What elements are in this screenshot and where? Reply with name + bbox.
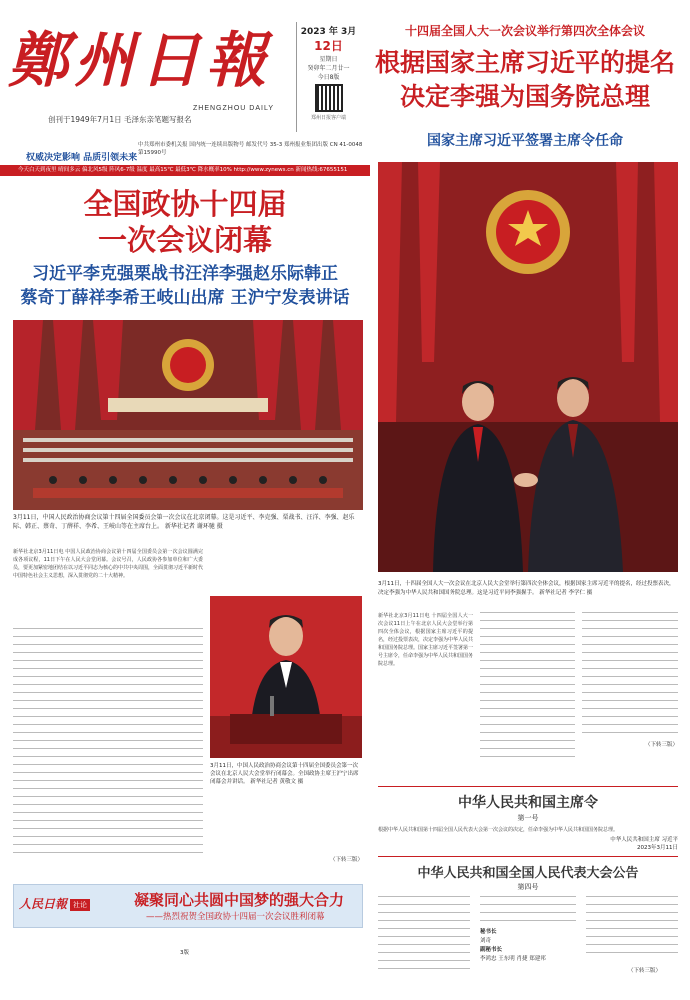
decree1-signature bbox=[573, 836, 678, 852]
handshake-photo[interactable] bbox=[378, 162, 678, 572]
date-year-month: 2023 年 3月 bbox=[300, 27, 357, 37]
cppcc-closing-photo[interactable] bbox=[13, 320, 363, 510]
continued-link[interactable]: （下转三版） bbox=[330, 857, 364, 863]
divider bbox=[378, 856, 678, 857]
decree1-signer: 中华人民共和国主席 习近平 bbox=[610, 837, 678, 843]
officials-deputy-label: 副秘书长 bbox=[480, 947, 503, 953]
date-day: 12日 bbox=[314, 39, 343, 53]
decree1-title[interactable]: 中华人民共和国主席令 bbox=[458, 795, 598, 811]
decree1-date: 2023年3月11日 bbox=[637, 845, 678, 851]
right-article-lead: 新华社北京3月11日电 十四届全国人大一次会议11日上午在北京人民大会堂举行第四次全体会议，根据国家主席习近平的提名，经过投票表决，决定李强为中华人民共和国国务院总理。国家主席习近平签署第一号主席令，任命李强为中华人民共和国国务院总理。 bbox=[378, 613, 474, 667]
article-text-block bbox=[582, 612, 678, 736]
right-subheadline: 国家主席习近平签署主席令任命 bbox=[427, 133, 623, 149]
editorial-tag: 社论 bbox=[70, 899, 90, 911]
decree2-officials bbox=[480, 896, 576, 964]
left-subheadline: 习近平李克强栗战书汪洋李强赵乐际韩正 蔡奇丁薛祥李希王岐山出席 王沪宁发表讲话 bbox=[20, 264, 350, 308]
commentary-page: 3版 bbox=[180, 950, 189, 956]
photo-caption: 3月11日，中国人民政治协商会议第十四届全国委员会第一次会议在北京闭幕。这是习近平、李克强、栗战书、汪洋、李强、赵乐际、韩正、蔡奇、丁薛祥、李希、王岐山等在主席台上。 新华社记者 谢环驰 摄 bbox=[13, 514, 355, 530]
divider bbox=[378, 786, 678, 787]
officials-chair-label: 秘书长 bbox=[480, 929, 497, 935]
article-text-block bbox=[586, 896, 678, 960]
article-text-block bbox=[378, 896, 470, 976]
date-block bbox=[296, 22, 360, 132]
weather-bar: 今天白天到夜里 晴间多云 偏北风5级 阵风6-7级 温度 最高15℃ 最低3℃ 降水概率10% http://www.zynews.cn 新闻热线:67655151 bbox=[0, 165, 370, 176]
commentary-subtitle: ——热烈祝贺全国政协十四届一次会议胜利闭幕 bbox=[146, 912, 325, 922]
article-text-block bbox=[480, 896, 576, 928]
logo-english: ZHENGZHOU DAILY bbox=[193, 105, 274, 112]
continued-link[interactable]: （下转三版） bbox=[628, 968, 662, 974]
article-text-block bbox=[480, 612, 575, 760]
publication-info: 中共郑州市委机关报 国内统一连续出版物号 邮发代号 35-3 郑州报业集团出版 CN 41-0048 第15990号 bbox=[138, 142, 363, 156]
page-count: 今日8版 bbox=[317, 74, 340, 81]
decree1-body: 根据中华人民共和国第十四届全国人民代表大会第一次会议的决定，任命李强为中华人民共和国国务院总理。 bbox=[378, 827, 619, 833]
right-kicker: 十四届全国人大一次会议举行第四次全体会议 bbox=[404, 24, 645, 38]
date-lunar: 癸卯年二月廿一 bbox=[307, 65, 350, 72]
speaker-caption: 3月11日，中国人民政治协商会议第十四届全国委员会第一次会议在北京人民大会堂举行闭幕会。全国政协主席王沪宁出席闭幕会并讲话。 新华社记者 黄敬文 摄 bbox=[210, 763, 359, 785]
right-article-body bbox=[378, 612, 678, 760]
qr-label: 郑州日报客户端 bbox=[310, 115, 346, 121]
newspaper-logo: 鄭州日報 bbox=[8, 26, 272, 96]
decrees-section bbox=[378, 792, 678, 982]
speaker-photo[interactable] bbox=[210, 596, 362, 758]
commentary-title[interactable]: 凝聚同心共圆中国梦的强大合力 bbox=[134, 891, 345, 909]
people-daily-logo: 人民日報 bbox=[19, 897, 68, 911]
commentary-banner[interactable] bbox=[13, 884, 363, 928]
decree2-title[interactable]: 中华人民共和国全国人民代表大会公告 bbox=[417, 866, 639, 881]
slogan: 权威决定影响 品质引领未来 bbox=[26, 153, 138, 163]
continued-link[interactable]: （下转三版） bbox=[645, 742, 679, 748]
officials-deputies: 李鸿忠 王东明 肖捷 郑建邦 bbox=[480, 956, 546, 962]
decree1-number: 第一号 bbox=[517, 814, 539, 822]
decree2-body bbox=[378, 896, 678, 986]
qr-code-icon[interactable] bbox=[315, 84, 343, 112]
left-headline[interactable]: 全国政协十四届 一次会议闭幕 bbox=[83, 187, 287, 257]
decree2-number: 第四号 bbox=[517, 883, 539, 891]
founded-line: 创刊于1949年7月1日 毛泽东亲笔题写报名 bbox=[48, 115, 192, 124]
handshake-caption: 3月11日，十四届全国人大一次会议在北京人民大会堂举行第四次全体会议，根据国家主席习近平的提名，经过投票表决，决定李强为中华人民共和国国务院总理。这是习近平同李强握手。 新华社记者 李学仁 摄 bbox=[378, 581, 675, 596]
left-article-lead: 新华社北京3月11日电 中国人民政治协商会议第十四届全国委员会第一次会议圆满完成各项议程，11日下午在人民大会堂闭幕。会议号召，人民政协各参加单位和广大委员，要更加紧密地团结在以习近平同志为核心的中共中央周围，全面贯彻习近平新时代中国特色社会主义思想，深入贯彻党的二十大精神。 bbox=[13, 549, 204, 579]
officials-chair: 刘奇 bbox=[480, 938, 492, 944]
masthead bbox=[8, 8, 368, 156]
date-weekday: 星期日 bbox=[319, 56, 338, 63]
right-headline[interactable]: 根据国家主席习近平的提名 决定李强为国务院总理 bbox=[374, 48, 675, 111]
article-text-block bbox=[13, 628, 203, 860]
